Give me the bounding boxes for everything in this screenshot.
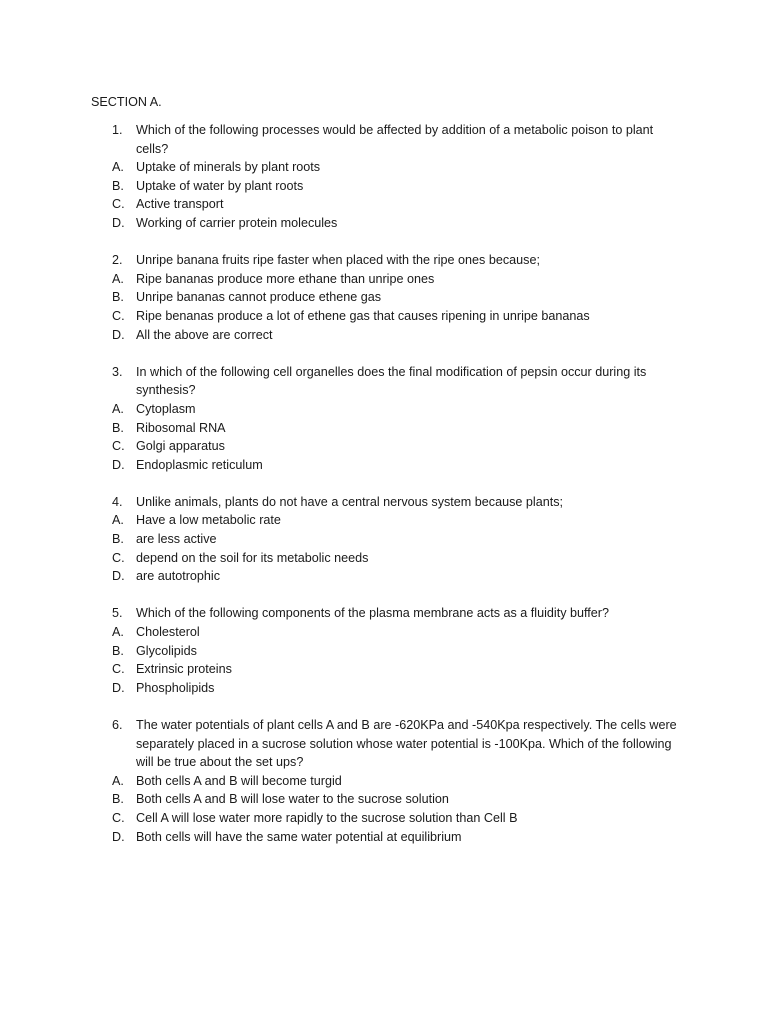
answer-option <box>0 511 768 530</box>
answer-option <box>0 660 768 679</box>
answer-option <box>0 549 768 568</box>
option-letter: D. <box>112 569 125 584</box>
option-text: are autotrophic <box>136 569 221 584</box>
question-number: 2. <box>112 253 123 268</box>
question-3 <box>0 363 768 475</box>
question-stem <box>0 493 768 512</box>
option-letter: B. <box>112 178 124 193</box>
answer-option <box>0 419 768 438</box>
answer-option <box>0 642 768 661</box>
option-letter: A. <box>112 625 124 640</box>
answer-option <box>0 456 768 475</box>
question-text: Unlike animals, plants do not have a central nervous system because plants; <box>136 494 564 509</box>
answer-option <box>0 326 768 345</box>
option-text: All the above are correct <box>136 327 273 342</box>
option-text: Cytoplasm <box>136 401 196 416</box>
question-stem <box>0 604 768 623</box>
option-letter: B. <box>112 792 124 807</box>
option-text: Endoplasmic reticulum <box>136 457 263 472</box>
answer-option <box>0 828 768 847</box>
question-6 <box>0 716 768 846</box>
option-letter: D. <box>112 829 125 844</box>
option-letter: C. <box>112 662 125 677</box>
option-text: Cell A will lose water more rapidly to the sucrose solution than Cell B <box>136 810 518 825</box>
question-number: 3. <box>112 364 123 379</box>
option-text: Cholesterol <box>136 625 200 640</box>
option-text: Ripe bananas produce more ethane than unripe ones <box>136 271 435 286</box>
answer-option <box>0 214 768 233</box>
answer-option <box>0 790 768 809</box>
answer-option <box>0 307 768 326</box>
option-letter: A. <box>112 401 124 416</box>
option-text: Working of carrier protein molecules <box>136 215 338 230</box>
question-number: 6. <box>112 718 123 732</box>
question-stem <box>0 363 768 400</box>
option-letter: D. <box>112 457 125 472</box>
question-text: The water potentials of plant cells A and B are -620KPa and -540Kpa respectively. The cells were separately placed in a sucrose solution whose water potential is -100Kpa. Which of the following will be true about the set ups? <box>136 718 677 770</box>
question-1 <box>0 121 768 233</box>
question-2 <box>0 251 768 344</box>
answer-option <box>0 158 768 177</box>
option-letter: A. <box>112 773 124 788</box>
answer-option <box>0 195 768 214</box>
option-letter: D. <box>112 680 125 695</box>
option-letter: D. <box>112 215 125 230</box>
option-letter: C. <box>112 550 125 565</box>
answer-option <box>0 437 768 456</box>
option-letter: B. <box>112 643 124 658</box>
question-5 <box>0 604 768 697</box>
question-stem <box>0 121 768 158</box>
option-text: Golgi apparatus <box>136 439 225 454</box>
option-letter: A. <box>112 513 124 528</box>
option-text: Extrinsic proteins <box>136 662 232 677</box>
answer-option <box>0 530 768 549</box>
option-text: are less active <box>136 532 217 547</box>
question-list <box>0 121 768 865</box>
answer-option <box>0 400 768 419</box>
option-text: Glycolipids <box>136 643 197 658</box>
option-letter: A. <box>112 271 124 286</box>
option-text: Have a low metabolic rate <box>136 513 281 528</box>
answer-option <box>0 809 768 828</box>
option-letter: B. <box>112 532 124 547</box>
option-letter: B. <box>112 290 124 305</box>
answer-option <box>0 679 768 698</box>
option-text: Ripe benanas produce a lot of ethene gas that causes ripening in unripe bananas <box>136 308 590 323</box>
question-number: 4. <box>112 494 123 509</box>
option-letter: B. <box>112 420 124 435</box>
option-text: Uptake of minerals by plant roots <box>136 160 321 175</box>
option-letter: C. <box>112 308 125 323</box>
option-letter: D. <box>112 327 125 342</box>
question-text: In which of the following cell organelles does the final modification of pepsin occur during its synthesis? <box>136 364 647 398</box>
option-text: Phospholipids <box>136 680 215 695</box>
question-4 <box>0 493 768 586</box>
answer-option <box>0 288 768 307</box>
option-text: Uptake of water by plant roots <box>136 178 304 193</box>
answer-option <box>0 270 768 289</box>
section-title: SECTION A. <box>91 95 162 109</box>
question-number: 1. <box>112 123 123 137</box>
answer-option <box>0 772 768 791</box>
option-text: depend on the soil for its metabolic needs <box>136 550 369 565</box>
option-letter: C. <box>112 810 125 825</box>
question-stem <box>0 251 768 270</box>
option-letter: C. <box>112 439 125 454</box>
answer-option <box>0 177 768 196</box>
answer-option <box>0 567 768 586</box>
question-text: Which of the following components of the plasma membrane acts as a fluidity buffer? <box>136 606 609 621</box>
answer-option <box>0 623 768 642</box>
question-stem <box>0 716 768 772</box>
option-text: Active transport <box>136 197 224 212</box>
option-letter: C. <box>112 197 125 212</box>
option-text: Unripe bananas cannot produce ethene gas <box>136 290 382 305</box>
option-text: Both cells will have the same water potential at equilibrium <box>136 829 462 844</box>
question-text: Which of the following processes would be affected by addition of a metabolic poison to plant cells? <box>136 123 654 156</box>
option-text: Both cells A and B will become turgid <box>136 773 342 788</box>
option-text: Ribosomal RNA <box>136 420 226 435</box>
option-text: Both cells A and B will lose water to the sucrose solution <box>136 792 449 807</box>
question-text: Unripe banana fruits ripe faster when placed with the ripe ones because; <box>136 253 540 268</box>
question-number: 5. <box>112 606 123 621</box>
option-letter: A. <box>112 160 124 175</box>
